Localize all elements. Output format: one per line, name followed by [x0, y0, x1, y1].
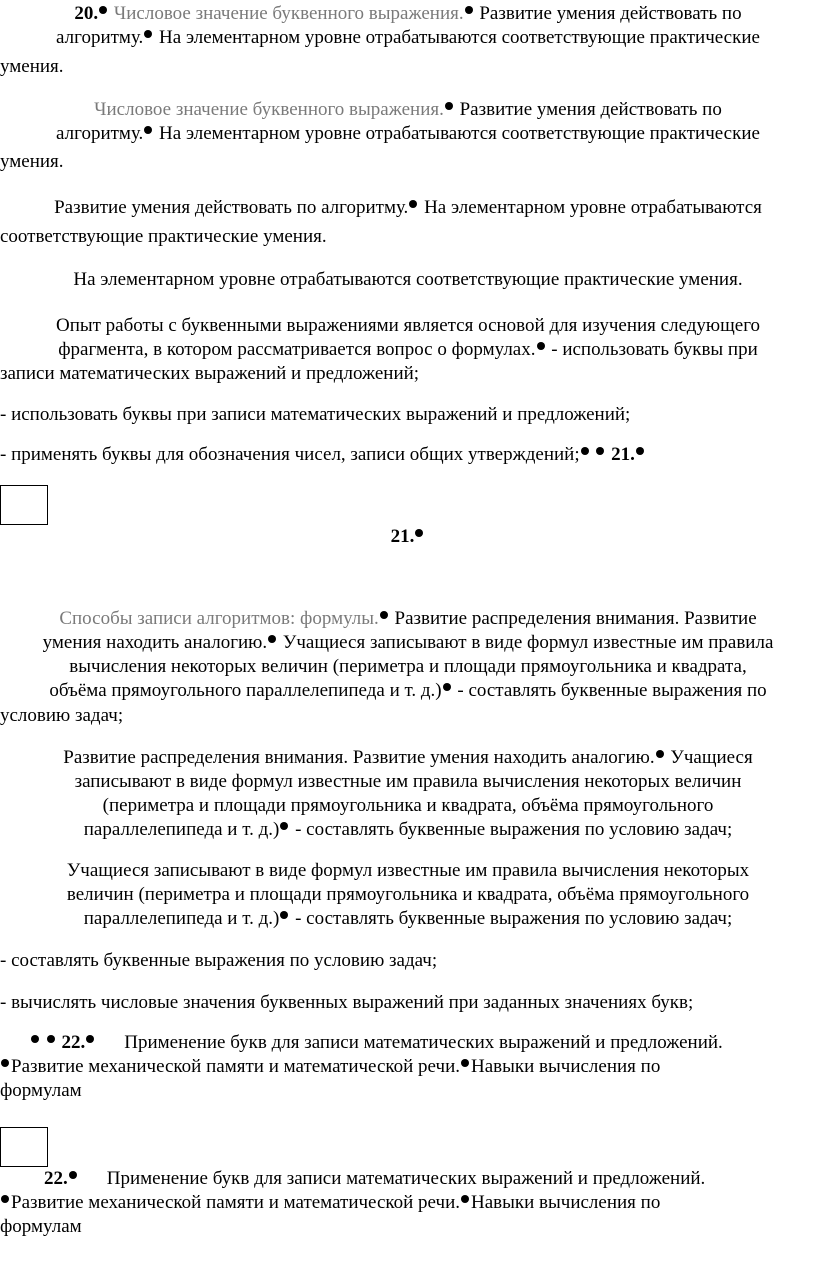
item-number: 22. — [44, 1168, 68, 1189]
text: величин (периметра и площади прямоугольника и квадрата, объёма прямоугольного — [66, 884, 750, 905]
attention-development-paragraph — [0, 746, 816, 842]
section-20-intro — [0, 2, 816, 50]
topic-title: Способы записи алгоритмов: формулы. — [59, 608, 379, 629]
bullet-icon — [656, 750, 664, 758]
text: Учащиеся — [670, 747, 753, 768]
bullet-icon — [280, 822, 288, 830]
text: параллелепипеда и т. д.) — [83, 819, 280, 840]
bullet-icon — [443, 683, 451, 691]
text: записи математических выражений и предложений; — [0, 363, 420, 384]
text: На элементарном уровне отрабатываются соответствующие практические — [159, 27, 760, 48]
text: Развитие умения действовать по алгоритму. — [54, 197, 409, 218]
goal-calculate-values — [0, 991, 816, 1015]
text: Применение букв для записи математических выражений и предложений. — [106, 1168, 706, 1189]
text: алгоритму. — [56, 123, 144, 144]
text: Учащиеся записывают в виде формул известные им правила — [282, 632, 774, 653]
item-number: 21. — [611, 444, 635, 465]
bullet-icon — [280, 911, 288, 919]
section-22-repeat — [0, 1167, 816, 1239]
topic-title: Числовое значение буквенного выражения. — [113, 3, 464, 24]
goal-compose-expressions — [0, 949, 816, 973]
text-line — [0, 150, 816, 174]
bullet-icon — [31, 1035, 39, 1043]
goal-apply-letters — [0, 443, 816, 467]
text: формулам — [0, 1216, 82, 1237]
text: Навыки вычисления по — [471, 1192, 661, 1213]
bullet-icon — [461, 1195, 469, 1203]
text: умения. — [0, 151, 64, 172]
bullet-icon — [445, 102, 453, 110]
bullet-icon — [415, 529, 423, 537]
bullet-icon — [537, 342, 545, 350]
development-paragraph — [0, 196, 816, 220]
elementary-level-paragraph — [0, 268, 816, 292]
text: На элементарном уровне отрабатываются соответствующие практические умения. — [73, 269, 743, 290]
text: вычисления некоторых величин (периметра и площади прямоугольника и квадрата, — [69, 656, 747, 677]
text: - составлять буквенные выражения по условию задач; — [295, 908, 733, 929]
section-20-repeat — [0, 98, 816, 146]
text: Учащиеся записывают в виде формул известные им правила вычисления некоторых — [66, 860, 750, 881]
bullet-icon — [1, 1195, 9, 1203]
bullet-icon — [86, 1035, 94, 1043]
text: параллелепипеда и т. д.) — [83, 908, 280, 929]
section-22-intro — [0, 1031, 816, 1103]
bullet-icon — [581, 447, 589, 455]
bullet-icon — [47, 1035, 55, 1043]
text-line — [0, 362, 816, 386]
bullet-icon — [461, 1059, 469, 1067]
text-line — [0, 704, 816, 728]
text: На элементарном уровне отрабатываются соответствующие практические — [159, 123, 760, 144]
bullet-icon — [144, 126, 152, 134]
text: соответствующие практические умения. — [0, 226, 327, 247]
bullet-icon — [99, 6, 107, 14]
text: - составлять буквенные выражения по условию задач; — [0, 950, 438, 971]
text: фрагмента, в котором рассматривается вопрос о формулах. — [58, 339, 536, 360]
section-21-heading — [0, 525, 816, 549]
bullet-icon — [465, 6, 473, 14]
text: условию задач; — [0, 705, 124, 726]
item-number: 22. — [61, 1032, 86, 1053]
text: Применение букв для записи математических выражений и предложений. — [124, 1032, 723, 1053]
empty-table-cell — [0, 485, 48, 525]
item-number: 21. — [390, 526, 415, 547]
text: Развитие механической памяти и математической речи. — [11, 1056, 460, 1077]
text: формулам — [0, 1080, 82, 1101]
topic-title: Числовое значение буквенного выражения. — [94, 99, 444, 120]
text: - составлять буквенные выражения по условию задач; — [295, 819, 733, 840]
text: Развитие умения действовать по — [479, 3, 742, 24]
text: Развитие распределения внимания. Развитие умения находить аналогию. — [63, 747, 655, 768]
text: алгоритму. — [56, 27, 144, 48]
formulas-paragraph — [0, 859, 816, 931]
bullet-icon — [409, 200, 417, 208]
bullet-icon — [596, 447, 604, 455]
text: Развитие распределения внимания. Развитие — [394, 608, 757, 629]
bullet-icon — [380, 611, 388, 619]
text: Развитие умения действовать по — [459, 99, 722, 120]
text: умения находить аналогию. — [42, 632, 268, 653]
text: Навыки вычисления по — [471, 1056, 661, 1077]
text: записывают в виде формул известные им правила вычисления некоторых величин — [74, 771, 742, 792]
text: - использовать буквы при записи математических выражений и предложений; — [0, 404, 631, 425]
text-line — [0, 225, 816, 249]
bullet-icon — [636, 447, 644, 455]
text: На элементарном уровне отрабатываются — [424, 197, 762, 218]
text: Развитие механической памяти и математической речи. — [11, 1192, 460, 1213]
bullet-icon — [144, 30, 152, 38]
text: - составлять буквенные выражения по — [457, 680, 767, 701]
text: Опыт работы с буквенными выражениями является основой для изучения следующего — [55, 315, 761, 336]
text: умения. — [0, 56, 64, 77]
text: (периметра и площади прямоугольника и квадрата, объёма прямоугольного — [102, 795, 714, 816]
bullet-icon — [268, 635, 276, 643]
item-number: 20. — [74, 3, 99, 24]
text: - применять буквы для обозначения чисел, записи общих утверждений; — [0, 444, 580, 465]
section-21-intro — [0, 607, 816, 703]
text: объёма прямоугольного параллелепипеда и т. д.) — [49, 680, 442, 701]
goal-use-letters — [0, 403, 816, 427]
experience-paragraph — [0, 314, 816, 362]
text-line — [0, 55, 816, 79]
bullet-icon — [1, 1059, 9, 1067]
empty-table-cell — [0, 1127, 48, 1167]
text: - вычислять числовые значения буквенных выражений при заданных значениях букв; — [0, 992, 694, 1013]
bullet-icon — [69, 1171, 77, 1179]
text: - использовать буквы при — [551, 339, 758, 360]
